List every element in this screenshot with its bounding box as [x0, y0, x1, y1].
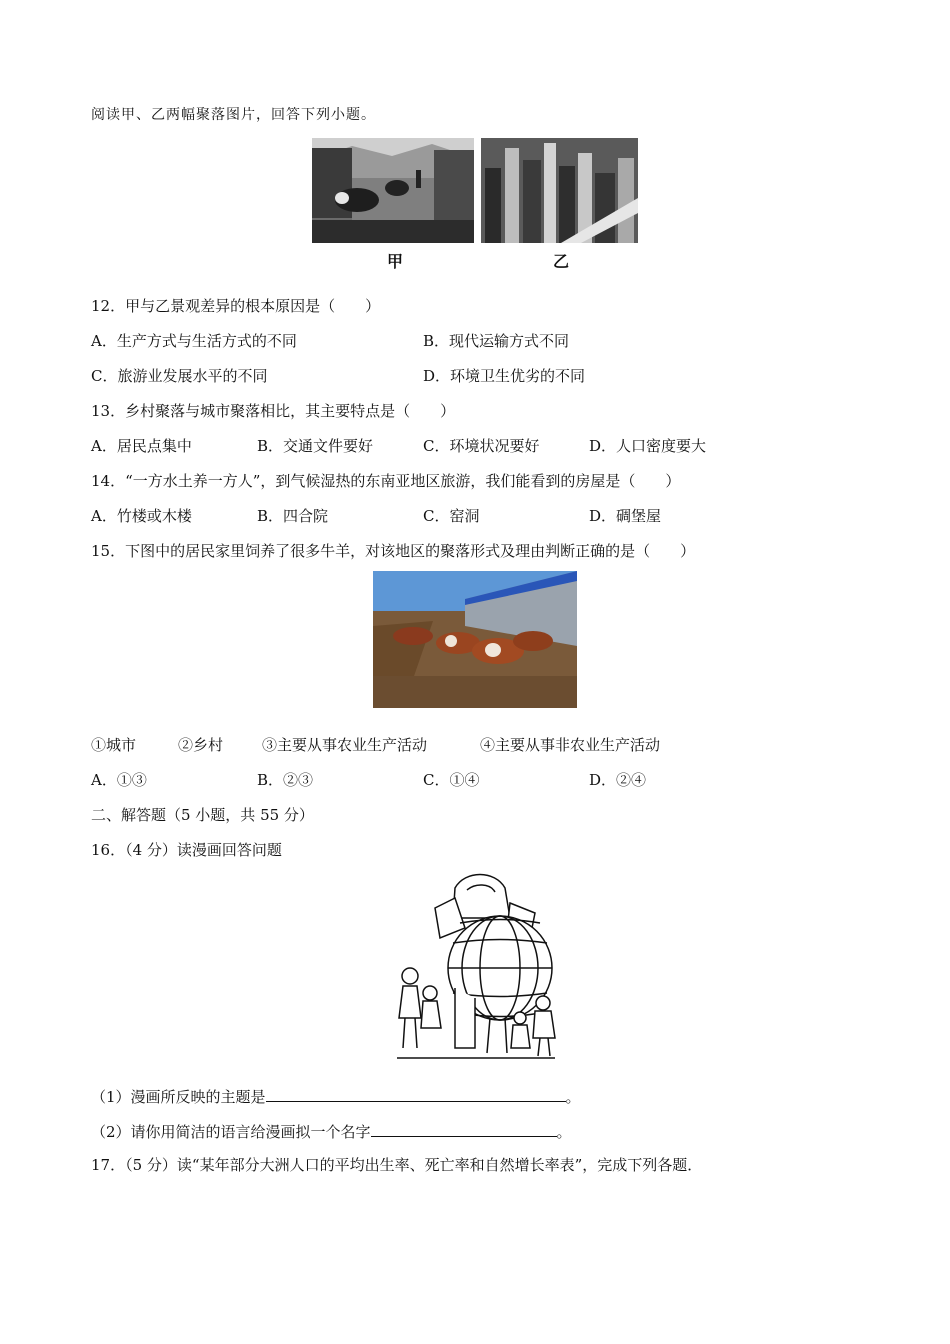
q16-sub1	[91, 1085, 581, 1107]
q15-choice-4: ④主要从事非农业生产活动	[480, 736, 661, 754]
caption-jia: 甲	[387, 252, 404, 271]
q13-option-c: C．环境状况要好	[423, 437, 540, 455]
q15-option-a: A．①③	[91, 771, 147, 789]
q12-option-d: D．环境卫生优劣的不同	[423, 367, 586, 385]
cartoon-illustration	[395, 868, 560, 1063]
q13-option-d: D．人口密度要大	[589, 437, 707, 455]
q15-stem: 15．下图中的居民家里饲养了很多牛羊，对该地区的聚落形式及理由判断正确的是（ ）	[91, 542, 696, 560]
q16-sub2	[91, 1120, 572, 1142]
q13-option-a: A．居民点集中	[91, 437, 192, 455]
q12-option-b: B．现代运输方式不同	[423, 332, 570, 350]
q16-answer-blank-1[interactable]	[266, 1085, 566, 1102]
q13-option-b: B．交通文件要好	[257, 437, 374, 455]
q16-sub1-end: 。	[565, 1088, 581, 1106]
q12-stem: 12．甲与乙景观差异的根本原因是（ ）	[91, 297, 381, 315]
q14-option-d: D．碉堡屋	[589, 507, 662, 525]
city-photo	[481, 138, 638, 243]
intro-text: 阅读甲、乙两幅聚落图片，回答下列小题。	[91, 107, 376, 123]
q14-option-a: A．竹楼或木楼	[91, 507, 192, 525]
q13-stem: 13．乡村聚落与城市聚落相比，其主要特点是（ ）	[91, 402, 456, 420]
q16-sub2-end: 。	[556, 1123, 572, 1141]
village-photo	[312, 138, 474, 243]
q15-choice-2: ②乡村	[178, 736, 224, 754]
caption-yi: 乙	[553, 252, 570, 271]
q12-option-a: A．生产方式与生活方式的不同	[91, 332, 297, 350]
q16-sub2-label: （2）请你用简洁的语言给漫画拟一个名字	[91, 1123, 371, 1141]
q15-option-d: D．②④	[589, 771, 647, 789]
q15-option-b: B．②③	[257, 771, 314, 789]
q15-choice-1: ①城市	[91, 736, 137, 754]
section-title: 二、解答题（5 小题，共 55 分）	[91, 806, 314, 824]
q15-choice-3: ③主要从事农业生产活动	[262, 736, 428, 754]
q16-stem: 16．（4 分）读漫画回答问题	[91, 841, 282, 859]
q14-option-c: C．窑洞	[423, 507, 480, 525]
cattle-photo	[373, 571, 577, 708]
q15-option-c: C．①④	[423, 771, 480, 789]
q14-option-b: B．四合院	[257, 507, 329, 525]
q17-stem: 17．（5 分）读“某年部分大洲人口的平均出生率、死亡率和自然增长率表”，完成下列各题．	[91, 1156, 703, 1174]
q12-option-c: C．旅游业发展水平的不同	[91, 367, 268, 385]
q16-answer-blank-2[interactable]	[371, 1120, 557, 1137]
q14-stem: 14．“一方水土养一方人”，到气候湿热的东南亚地区旅游，我们能看到的房屋是（ ）	[91, 472, 681, 490]
q16-sub1-label: （1）漫画所反映的主题是	[91, 1088, 266, 1106]
